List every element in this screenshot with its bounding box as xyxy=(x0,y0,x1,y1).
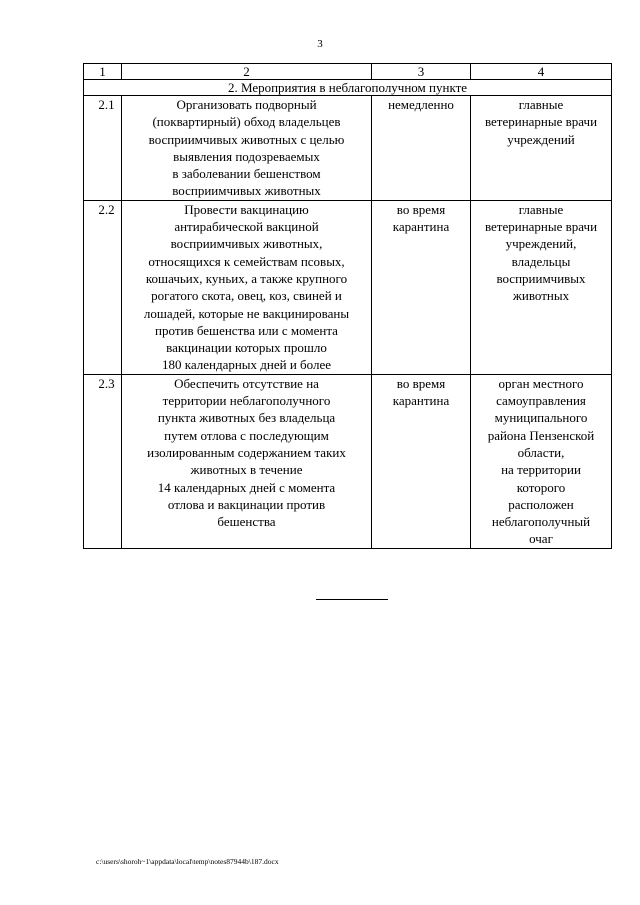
row-action-line: восприимчивых животных с целью xyxy=(148,131,345,147)
row-action-line: выявления подозреваемых xyxy=(173,148,320,164)
row-action-line: животных в течение xyxy=(190,462,303,478)
row-term xyxy=(372,200,471,374)
header-col-4: 4 xyxy=(471,64,612,80)
table-row xyxy=(84,374,612,548)
row-action-line: в заболевании бешенством xyxy=(172,166,321,182)
header-col-2: 2 xyxy=(122,64,372,80)
row-action-line: 14 календарных дней с момента xyxy=(157,479,336,495)
row-action-line: кошачьих, куньих, а также крупного xyxy=(145,270,348,286)
row-action-line: против бешенства или с момента xyxy=(155,322,338,338)
row-responsible-line: ветеринарные врачи xyxy=(484,219,598,235)
row-number xyxy=(84,200,122,374)
row-responsible xyxy=(471,374,612,548)
row-responsible-line: ветеринарные врачи xyxy=(484,114,598,130)
row-responsible-line: на территории xyxy=(501,462,581,478)
header-col-1: 1 xyxy=(84,64,122,80)
table-header-row xyxy=(84,64,612,80)
row-number xyxy=(84,374,122,548)
row-responsible-line: главные xyxy=(518,201,564,217)
row-term xyxy=(372,374,471,548)
header-col-3: 3 xyxy=(372,64,471,80)
row-responsible-line: неблагополучный xyxy=(491,514,591,530)
row-responsible-line: самоуправления xyxy=(496,393,586,409)
section-title: 2. Мероприятия в неблагополучном пункте xyxy=(84,80,612,96)
row-responsible-line: очаг xyxy=(529,531,553,547)
row-responsible-line: орган местного xyxy=(498,375,584,391)
table-row xyxy=(84,96,612,201)
row-term xyxy=(372,96,471,201)
row-action-line: пункта животных без владельца xyxy=(157,410,336,426)
footer-file-path: c:\users\shoroh~1\appdata\local\temp\notes87944b\187.docx xyxy=(96,857,279,866)
page-number: 3 xyxy=(317,38,323,50)
row-action-line: восприимчивых животных, xyxy=(170,236,323,252)
row-number-text: 2.3 xyxy=(98,375,115,391)
row-action-line: бешенства xyxy=(217,514,276,530)
row-responsible-line: муниципального xyxy=(494,410,588,426)
row-action xyxy=(122,374,372,548)
row-action-line: Провести вакцинацию xyxy=(184,201,309,217)
row-action-line: лошадей, которые не вакцинированы xyxy=(143,305,350,321)
row-action xyxy=(122,200,372,374)
row-term-line: карантина xyxy=(392,393,450,409)
row-number-text: 2.2 xyxy=(98,201,115,217)
row-responsible-line: учреждений, xyxy=(505,236,577,252)
row-action-line: вакцинации которых прошло xyxy=(166,340,327,356)
row-action-line: Организовать подворный xyxy=(176,97,317,112)
row-term-line: во время xyxy=(396,375,446,391)
row-responsible-line: главные xyxy=(518,97,564,112)
row-responsible-line: которого xyxy=(516,479,566,495)
row-action-line: рогатого скота, овец, коз, свиней и xyxy=(151,288,342,304)
row-responsible-line: района Пензенской xyxy=(487,427,595,443)
row-responsible-line: восприимчивых xyxy=(496,270,586,286)
row-number-text: 2.1 xyxy=(98,97,115,112)
row-responsible-line: области, xyxy=(517,444,565,460)
row-action-line: (поквартирный) обход владельцев xyxy=(152,114,341,130)
row-responsible-line: владельцы xyxy=(511,253,571,269)
separator-line xyxy=(316,599,388,600)
section-title-row xyxy=(84,80,612,96)
row-action xyxy=(122,96,372,201)
row-action-line: Обеспечить отсутствие на xyxy=(174,375,319,391)
row-action-line: изолированным содержанием таких xyxy=(147,444,346,460)
row-action-line: отлова и вакцинации против xyxy=(167,496,326,512)
row-action-line: 180 календарных дней и более xyxy=(161,357,332,373)
row-number xyxy=(84,96,122,201)
row-responsible-line: расположен xyxy=(508,496,574,512)
row-action-line: путем отлова с последующим xyxy=(164,427,329,443)
row-action-line: территории неблагополучного xyxy=(162,393,331,409)
row-responsible-line: учреждений xyxy=(507,131,575,147)
row-action-line: относящихся к семействам псовых, xyxy=(148,253,345,269)
row-action-line: антирабической вакциной xyxy=(174,219,319,235)
row-term-line: во время xyxy=(396,201,446,217)
row-term-line: карантина xyxy=(392,219,450,235)
row-term-line: немедленно xyxy=(388,97,454,112)
measures-table xyxy=(83,63,612,549)
row-responsible xyxy=(471,96,612,201)
row-action-line: восприимчивых животных xyxy=(172,183,321,199)
table-body xyxy=(84,96,612,549)
row-responsible xyxy=(471,200,612,374)
row-responsible-line: животных xyxy=(512,288,570,304)
table-row xyxy=(84,200,612,374)
